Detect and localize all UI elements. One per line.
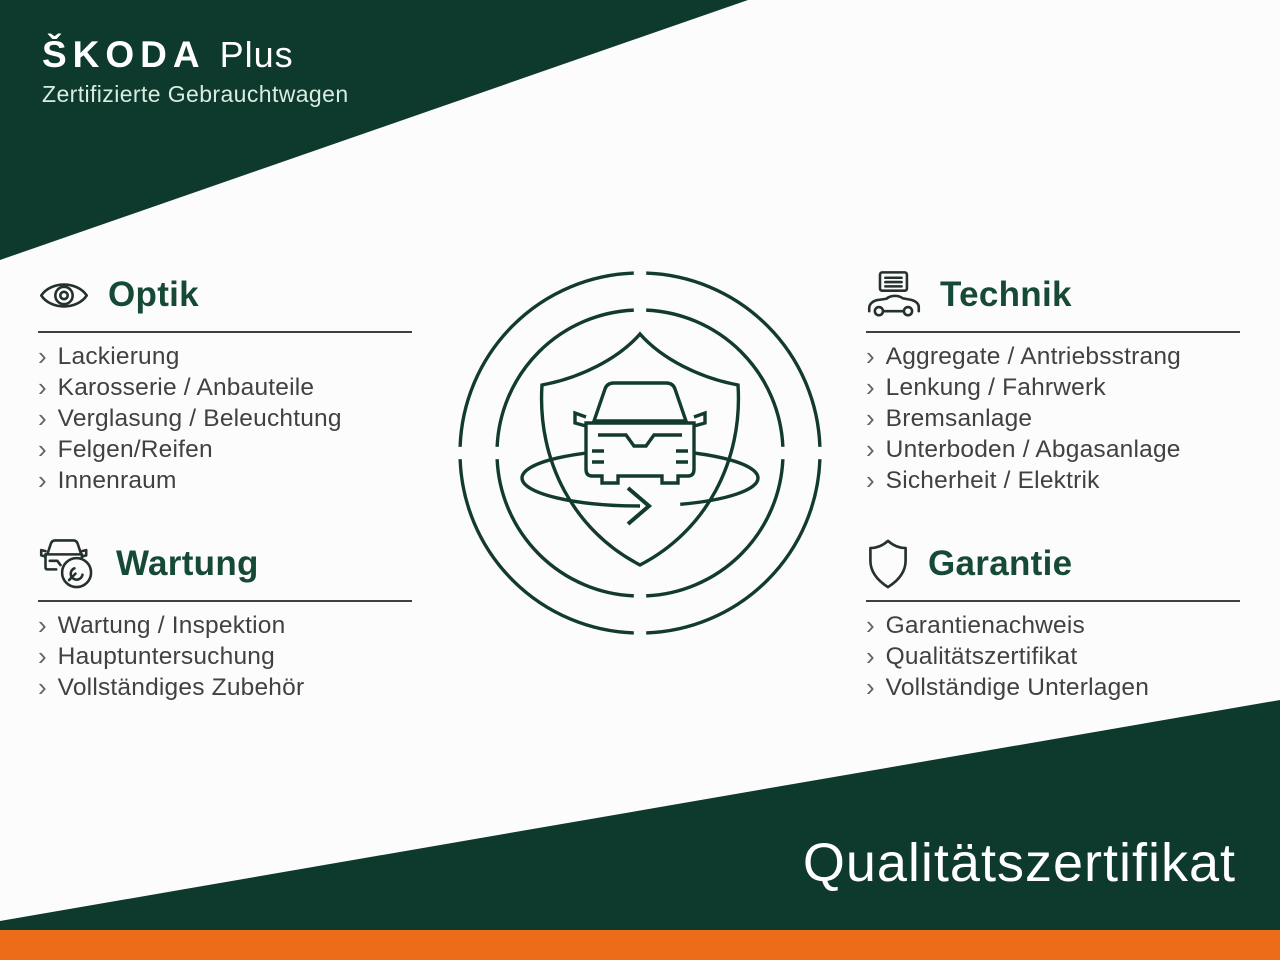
list-item-label: Qualitätszertifikat [885,643,1078,670]
list-item-label: Vollständiges Zubehör [57,674,305,701]
skoda-plus-logo [42,36,349,108]
section-technik [866,264,1266,497]
list-item-label: Wartung / Inspektion [57,612,286,639]
list-item [38,373,438,404]
list-item [38,673,438,704]
list-item [866,404,1266,435]
section-optik [38,264,438,497]
list-item [38,642,438,673]
section-wartung [38,533,438,704]
section-list [38,342,438,497]
list-item [866,611,1266,642]
list-item [38,611,438,642]
list-item [38,466,438,497]
certified-car-360-emblem [452,265,828,641]
shield-icon [866,537,910,591]
list-item-label: Karosserie / Anbauteile [57,374,315,401]
footer-title: Qualitätszertifikat [802,833,1236,893]
brand-wordmark: ŠKODA [42,34,206,75]
chevron-marker: › [38,434,47,464]
section-header [38,264,438,326]
list-item [866,673,1266,704]
list-item-label: Vollständige Unterlagen [885,674,1150,701]
list-item [866,342,1266,373]
chevron-marker: › [866,372,875,402]
section-list [866,611,1266,704]
list-item [38,404,438,435]
list-item [866,466,1266,497]
section-title: Garantie [928,544,1073,583]
brand-tagline: Zertifizierte Gebrauchtwagen [42,81,349,107]
brand-suffix: Plus [219,34,294,75]
section-list [866,342,1266,497]
section-title: Optik [108,275,199,314]
orange-footer-bar [0,930,1280,960]
section-garantie [866,533,1266,704]
car-service-wrench-icon [38,536,98,592]
emblem-car [575,383,705,483]
section-divider [38,331,412,333]
list-item [38,342,438,373]
chevron-marker: › [866,403,875,433]
list-item-label: Felgen/Reifen [57,436,213,463]
list-item-label: Garantienachweis [885,612,1085,639]
chevron-marker: › [866,341,875,371]
eye-icon [38,277,90,314]
car-checklist-icon [866,270,922,320]
chevron-marker: › [38,403,47,433]
section-divider [38,600,412,602]
list-item [866,642,1266,673]
list-item [866,435,1266,466]
list-item [866,373,1266,404]
chevron-marker: › [866,672,875,702]
list-item-label: Verglasung / Beleuchtung [57,405,342,432]
list-item-label: Sicherheit / Elektrik [885,467,1100,494]
section-title: Technik [940,275,1072,314]
list-item-label: Innenraum [57,467,177,494]
chevron-marker: › [38,610,47,640]
list-item-label: Hauptuntersuchung [57,643,275,670]
list-item [38,435,438,466]
chevron-marker: › [866,641,875,671]
section-header [38,533,438,595]
section-divider [866,600,1240,602]
list-item-label: Lenkung / Fahrwerk [885,374,1106,401]
chevron-marker: › [866,434,875,464]
list-item-label: Bremsanlage [885,405,1033,432]
chevron-marker: › [38,372,47,402]
chevron-marker: › [866,610,875,640]
chevron-marker: › [38,465,47,495]
section-list [38,611,438,704]
list-item-label: Unterboden / Abgasanlage [885,436,1181,463]
chevron-marker: › [38,341,47,371]
chevron-marker: › [38,641,47,671]
list-item-label: Aggregate / Antriebsstrang [885,343,1181,370]
section-divider [866,331,1240,333]
list-item-label: Lackierung [57,343,180,370]
section-title: Wartung [116,544,259,583]
section-header [866,533,1266,595]
chevron-marker: › [866,465,875,495]
section-header [866,264,1266,326]
chevron-marker: › [38,672,47,702]
